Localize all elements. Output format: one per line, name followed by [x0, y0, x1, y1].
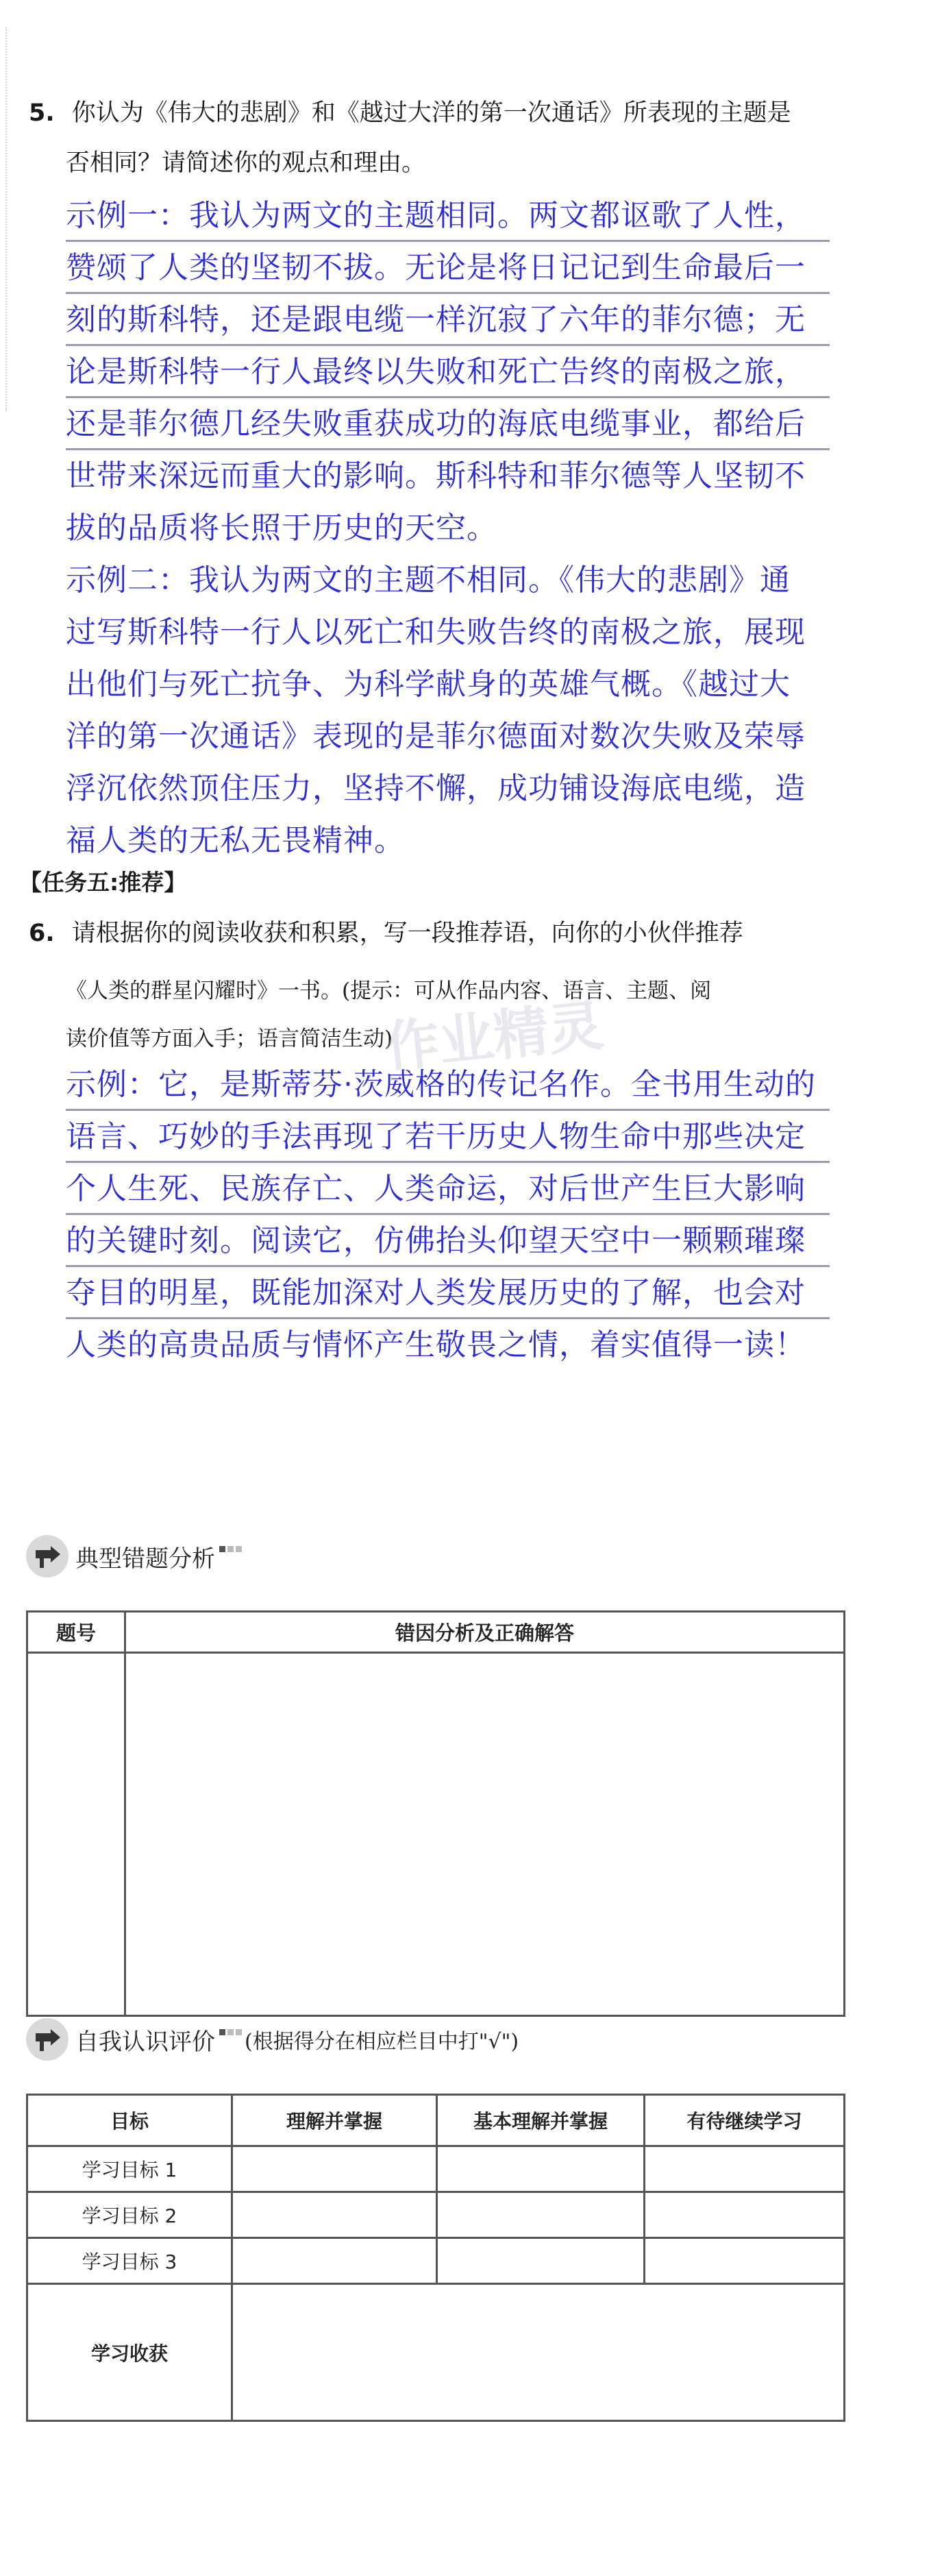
q5-answer-line: 示例二：我认为两文的主题不相同。《伟大的悲剧》通 — [66, 563, 791, 598]
q6-answer-line: 个人生死、民族存亡、人类命运，对后世产生巨大影响 — [66, 1165, 830, 1215]
q6-answer-line: 的关键时刻。阅读它，仿佛抬头仰望天空中一颗颗璀璨 — [66, 1217, 830, 1267]
q5-number: 5. — [29, 99, 55, 127]
eval-check-cell[interactable] — [437, 2146, 645, 2192]
q5-answer-line: 论是斯科特一行人最终以失败和死亡告终的南极之旅， — [66, 348, 830, 398]
eval-check-cell[interactable] — [645, 2192, 845, 2238]
error-section-header — [26, 1535, 242, 1578]
eval-check-cell[interactable] — [232, 2238, 437, 2284]
eval-check-cell[interactable] — [437, 2238, 645, 2284]
q6-prompt-line2: 《人类的群星闪耀时》一书。(提示：可从作品内容、语言、主题、阅 — [66, 979, 712, 1003]
eval-row-label: 学习目标 2 — [27, 2192, 232, 2238]
col-analysis-header: 错因分析及正确解答 — [125, 1612, 845, 1653]
pin-icon — [26, 1535, 69, 1578]
gain-input-cell[interactable] — [232, 2284, 845, 2421]
q5-answer-line: 赞颂了人类的坚韧不拔。无论是将日记记到生命最后一 — [66, 244, 830, 294]
decor-dots — [219, 2029, 242, 2050]
q5-answer-line: 还是菲尔德几经失败重获成功的海底电缆事业，都给后 — [66, 400, 830, 450]
q5-answer-line: 出他们与死亡抗争、为科学献身的英雄气概。《越过大 — [66, 667, 791, 702]
pin-icon — [26, 2018, 69, 2061]
error-analysis-table — [26, 1610, 845, 2017]
margin-guide — [5, 27, 7, 411]
q6-answer-line: 语言、巧妙的手法再现了若干历史人物生命中那些决定 — [66, 1113, 830, 1163]
q5-prompt-line1: 你认为《伟大的悲剧》和《越过大洋的第一次通话》所表现的主题是 — [71, 99, 791, 127]
q5-answer-line: 洋的第一次通话》表现的是菲尔德面对数次失败及荣辱 — [66, 719, 806, 754]
eval-header-basic: 基本理解并掌握 — [437, 2095, 645, 2146]
eval-header-mastered: 理解并掌握 — [232, 2095, 437, 2146]
error-analysis-cell[interactable] — [125, 1653, 845, 2016]
q5-answer-line: 浮沉依然顶住压力，坚持不懈，成功铺设海底电缆，造 — [66, 771, 806, 806]
q6-answer-line: 示例：它，是斯蒂芬·茨威格的传记名作。全书用生动的 — [66, 1061, 830, 1111]
q5-answer-line: 世带来深远而重大的影响。斯科特和菲尔德等人坚韧不 — [66, 458, 806, 493]
q6-prompt-line1: 请根据你的阅读收获和积累，写一段推荐语，向你的小伙伴推荐 — [71, 920, 743, 947]
eval-header-goal: 目标 — [27, 2095, 232, 2146]
eval-row-label: 学习目标 1 — [27, 2146, 232, 2192]
q6-prompt — [29, 920, 743, 947]
q5-answer-line: 过写斯科特一行人以死亡和失败告终的南极之旅，展现 — [66, 615, 806, 650]
q6-answer-line: 人类的高贵品质与情怀产生敬畏之情，着实值得一读！ — [66, 1327, 806, 1362]
eval-check-cell[interactable] — [437, 2192, 645, 2238]
error-number-cell[interactable] — [27, 1653, 125, 2016]
task5-title: 【任务五:推荐】 — [19, 869, 187, 896]
decor-dots — [219, 1546, 242, 1567]
gain-label: 学习收获 — [27, 2284, 232, 2421]
eval-section-note: (根据得分在相应栏目中打"√") — [245, 2030, 519, 2054]
q5-answer-line: 示例一：我认为两文的主题相同。两文都讴歌了人性， — [66, 192, 830, 242]
q6-number: 6. — [29, 920, 55, 947]
q6-answer-line: 夺目的明星，既能加深对人类发展历史的了解，也会对 — [66, 1269, 830, 1319]
eval-check-cell[interactable] — [645, 2238, 845, 2284]
self-eval-table — [26, 2094, 845, 2422]
q5-answer-line: 刻的斯科特，还是跟电缆一样沉寂了六年的菲尔德；无 — [66, 296, 830, 346]
error-section-title: 典型错题分析 — [75, 1545, 215, 1573]
eval-row-label: 学习目标 3 — [27, 2238, 232, 2284]
eval-check-cell[interactable] — [645, 2146, 845, 2192]
col-number-header: 题号 — [27, 1612, 125, 1653]
q5-answer-line: 拔的品质将长照于历史的天空。 — [66, 511, 497, 545]
eval-check-cell[interactable] — [232, 2146, 437, 2192]
q5-prompt — [29, 99, 791, 127]
q5-answer-line: 福人类的无私无畏精神。 — [66, 823, 405, 858]
eval-section-title: 自我认识评价 — [75, 2028, 215, 2056]
q6-prompt-line3: 读价值等方面入手；语言简洁生动) — [66, 1027, 393, 1051]
eval-section-header — [26, 2018, 519, 2061]
eval-header-continue: 有待继续学习 — [645, 2095, 845, 2146]
q5-prompt-line2: 否相同？请简述你的观点和理由。 — [66, 149, 426, 177]
eval-check-cell[interactable] — [232, 2192, 437, 2238]
watermark: 作业精灵 — [381, 993, 606, 1080]
